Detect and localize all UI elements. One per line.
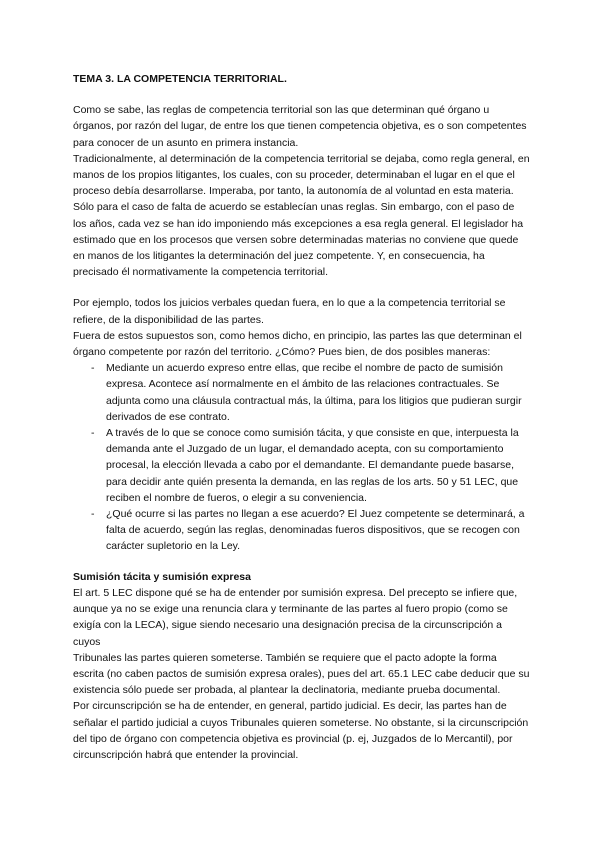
document-title: TEMA 3. LA COMPETENCIA TERRITORIAL. xyxy=(73,73,287,85)
spacer xyxy=(73,280,530,295)
paragraph: El art. 5 LEC dispone qué se ha de entender por sumisión expresa. Del precepto se infiere que, aunque ya no se exige una renuncia clara y terminante de las partes al fuero propio (como se exigía con la LECA), sigue siendo necesario una designación precisa de la circunscripción a cuyos xyxy=(73,586,518,648)
paragraph: Tribunales las partes quieren someterse. También se requiere que el pacto adopte la forma escrita (no caben pactos de sumisión expresa orales), pues del art. 65.1 LEC cabe deducir que su existencia sólo puede ser probada, al plantear la declinatoria, mediante prueba documental. xyxy=(73,651,530,697)
dash-list xyxy=(73,360,530,554)
paragraph: Tradicionalmente, al determinación de la competencia territorial se dejaba, como regla general, en manos de los propios litigantes, los cuales, con su proceder, determinaban el lugar en el que el proceso debía desarrollarse. Imperaba, por tanto, la autonomía de al voluntad en esta materia. Sólo para el caso de falta de acuerdo se establecían unas reglas. Sin embargo, con el paso de los años, cada vez se han ido imponiendo más excepciones a esa regla general. El legislador ha estimado que en los procesos que versen sobre determinadas materias no conviene que quede en manos de los litigantes la determinación del juez competente. Y, en consecuencia, ha precisado él normativamente la competencia territorial. xyxy=(73,152,530,279)
paragraph: Fuera de estos supuestos son, como hemos dicho, en principio, las partes las que determinan el órgano competente por razón del territorio. ¿Cómo? Pues bien, de dos posibles maneras: xyxy=(73,329,522,359)
paragraph: Por ejemplo, todos los juicios verbales quedan fuera, en lo que a la competencia territorial se refiere, de la disponibilidad de las partes. xyxy=(73,297,506,326)
list-item: - ¿Qué ocurre si las partes no llegan a ese acuerdo? El Juez competente se determinará, a falta de acuerdo, según las reglas, denominadas fueros dispositivos, que se recogen con carácter supletorio en la Ley. xyxy=(106,506,530,555)
section-heading: Sumisión tácita y sumisión expresa xyxy=(73,570,251,583)
list-item: - A través de lo que se conoce como sumisión tácita, y que consiste en que, interpuesta la demanda ante el Juzgado de un lugar, el demandado acepta, con su comportamiento procesal, la elección llevada a cabo por el demandante. El demandante puede basarse, para decidir ante quién presenta la demanda, en las reglas de los arts. 50 y 51 LEC, que reciben el nombre de fueros, o elegir a su conveniencia. xyxy=(106,425,530,506)
paragraph: Por circunscripción se ha de entender, en general, partido judicial. Es decir, las partes han de señalar el partido judicial a cuyos Tribunales quieren someterse. No obstante, si la circunscripción del tipo de órgano con competencia objetiva es provincial (p. ej, Juzgados de lo Mercantil), por circunscripción habrá que entender la provincial. xyxy=(73,700,529,761)
paragraph: Como se sabe, las reglas de competencia territorial son las que determinan qué órgano u órganos, por razón del lugar, de entre los que tienen competencia objetiva, es o son competentes para conocer de un asunto en primera instancia. xyxy=(73,104,527,149)
list-item: - Mediante un acuerdo expreso entre ellas, que recibe el nombre de pacto de sumisión expresa. Acontece así normalmente en el ámbito de las relaciones contractuales. Se adjunta como una cláusula contractual más, la última, para los litigios que pudieran surgir derivados de ese contrato. xyxy=(106,360,530,425)
